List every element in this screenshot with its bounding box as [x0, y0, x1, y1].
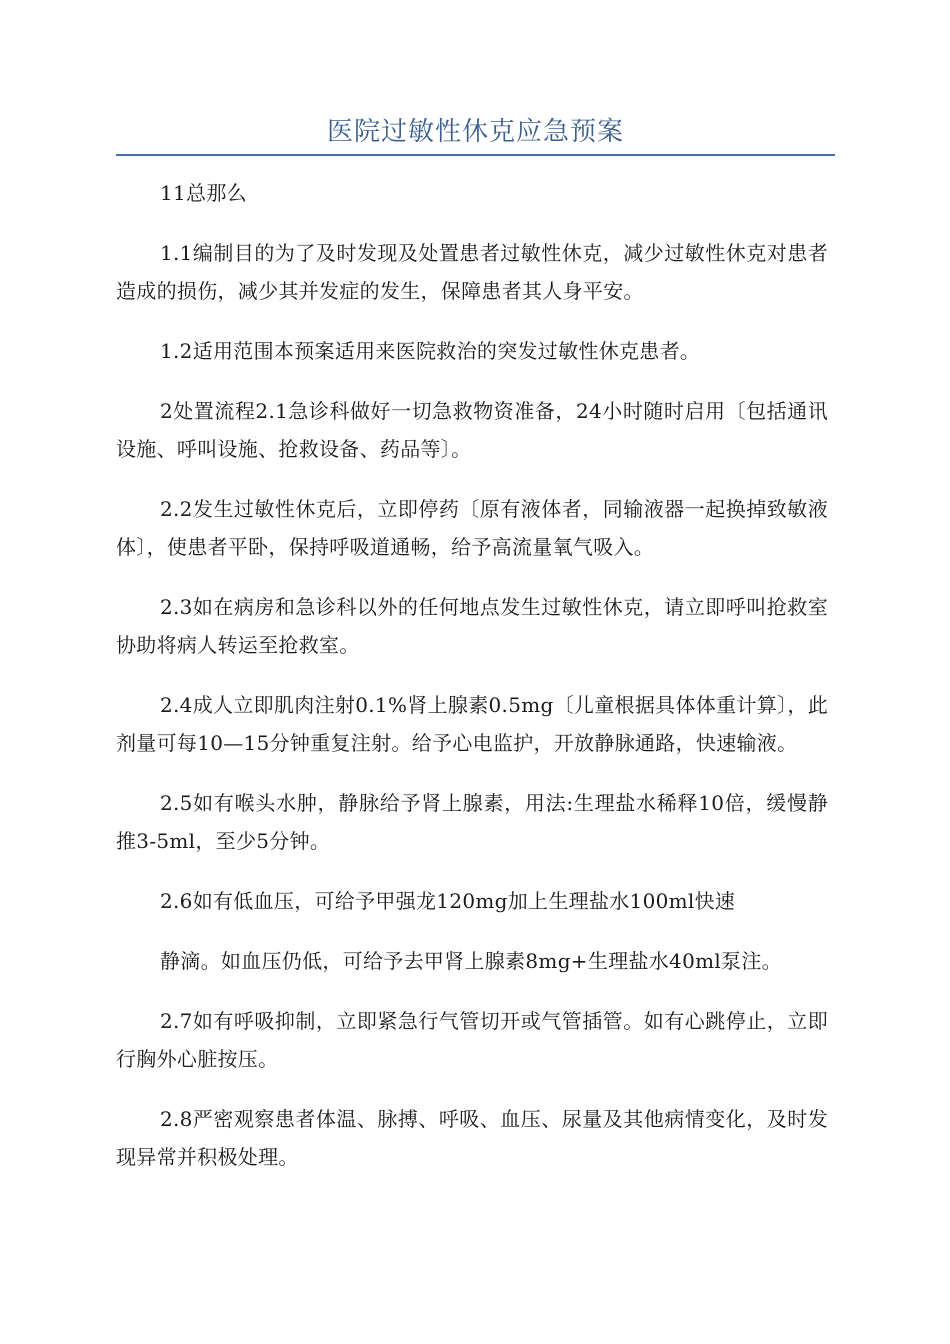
paragraph-2-6: 2.6如有低血压，可给予甲强龙120mg加上生理盐水100ml快速 [160, 889, 736, 913]
paragraph-2-1: 2处置流程2.1急诊科做好一切急救物资准备，24小时随时启用〔包括通讯设施、呼叫设施、抢救设备、药品等〕。 [116, 399, 828, 461]
paragraph-2-6-continued: 静滴。如血压仍低，可给予去甲肾上腺素8mg+生理盐水40ml泵注。 [160, 949, 782, 973]
paragraph-2-2: 2.2发生过敏性休克后，立即停药〔原有液体者，同输液器一起换掉致敏液体〕，使患者平卧，保持呼吸道通畅，给予高流量氧气吸入。 [116, 497, 828, 559]
title-divider [116, 154, 835, 156]
paragraph-1-2: 1.2适用范围本预案适用来医院救治的突发过敏性休克患者。 [160, 339, 701, 363]
section-heading: 11总那么 [160, 181, 247, 205]
document-title: 医院过敏性休克应急预案 [326, 117, 624, 147]
paragraph-2-3: 2.3如在病房和急诊科以外的任何地点发生过敏性休克，请立即呼叫抢救室协助将病人转运至抢救室。 [116, 595, 828, 657]
paragraph-1-1: 1.1编制目的为了及时发现及处置患者过敏性休克，减少过敏性休克对患者造成的损伤，减少其并发症的发生，保障患者其人身平安。 [116, 241, 828, 303]
paragraph-2-4: 2.4成人立即肌肉注射0.1%肾上腺素0.5mg〔儿童根据具体体重计算〕，此剂量可每10—15分钟重复注射。给予心电监护，开放静脉通路，快速输液。 [116, 693, 828, 755]
document-body [116, 174, 828, 1198]
paragraph-2-5: 2.5如有喉头水肿，静脉给予肾上腺素，用法:生理盐水稀释10倍，缓慢静推3-5ml，至少5分钟。 [116, 791, 828, 853]
paragraph-2-7: 2.7如有呼吸抑制，立即紧急行气管切开或气管插管。如有心跳停止，立即行胸外心脏按压。 [116, 1009, 828, 1071]
paragraph-2-8: 2.8严密观察患者体温、脉搏、呼吸、血压、尿量及其他病情变化，及时发现异常并积极处理。 [116, 1107, 828, 1169]
